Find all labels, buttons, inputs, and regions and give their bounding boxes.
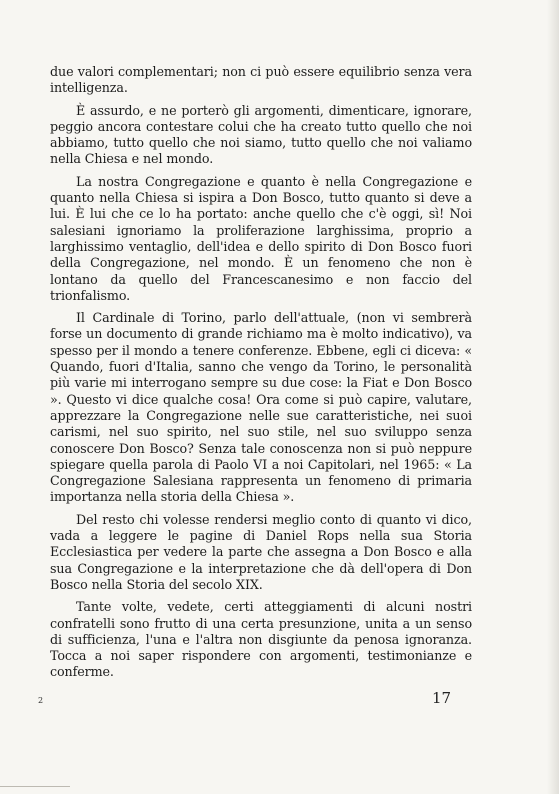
paragraph-4: Il Cardinale di Torino, parlo dell'attuale, (non vi sembrerà forse un documento di grande richiamo ma è molto indicativo), va spesso per il mondo a tenere conferenze. Ebbene, egli ci diceva: « Quando, fuori d'Italia, sanno che vengo da Torino, le personalità più varie mi interrogano sempre su due cose: la Fiat e Don Bosco ». Questo vi dice qualche cosa! Ora come si può capire, valutare, apprezzare la Congregazione nelle sue caratteristiche, nei suoi carismi, nel suo spirito, nel suo stile, nel suo sviluppo senza conoscere Don Bosco? Senza tale conoscenza non si può neppure spiegare quella parola di Paolo VI a noi Capitolari, nel 1965: « La Congregazione Salesiana rappresenta un fenomeno di primaria importanza nella storia della Chiesa ».	[50, 310, 472, 505]
scan-bottom-mark	[0, 786, 70, 787]
page-number: 17	[432, 689, 452, 707]
paragraph-3: La nostra Congregazione e quanto è nella Congregazione e quanto nella Chiesa si ispira a Don Bosco, tutto quanto si deve a lui. È lui che ce lo ha portato: anche quello che c'è oggi, sì! Noi salesiani ignoriamo la proliferazione larghissima, proprio a larghissimo ventaglio, dell'idea e dello spirito di Don Bosco fuori della Congregazione, nel mondo. È un fenomeno che non è lontano da quello del Francescanesimo e non faccio del trionfalismo.	[50, 173, 472, 303]
paragraph-2: È assurdo, e ne porterò gli argomenti, dimenticare, ignorare, peggio ancora contestare colui che ha creato tutto quello che noi abbiamo, tutto quello che noi siamo, tutto quello che noi valiamo nella Chiesa e nel mondo.	[50, 102, 472, 167]
signature-mark: 2	[38, 696, 44, 705]
paragraph-5: Del resto chi volesse rendersi meglio conto di quanto vi dico, vada a leggere le pagine di Daniel Rops nella sua Storia Ecclesiastica per vedere la parte che assegna a Don Bosco e alla sua Congregazione e la interpretazione che dà dell'opera di Don Bosco nella Storia del secolo XIX.	[50, 511, 472, 592]
paragraph-6: Tante volte, vedete, certi atteggiamenti di alcuni nostri confratelli sono frutto di una certa presunzione, unita a un senso di sufficienza, l'una e l'altra non disgiunte da penosa ignoranza. Tocca a noi saper rispondere con argomenti, testimonianze e conferme.	[50, 599, 472, 680]
body-text	[50, 64, 472, 687]
paragraph-1: due valori complementari; non ci può essere equilibrio senza vera intelligenza.	[50, 64, 472, 96]
scan-edge-shadow	[547, 0, 559, 794]
